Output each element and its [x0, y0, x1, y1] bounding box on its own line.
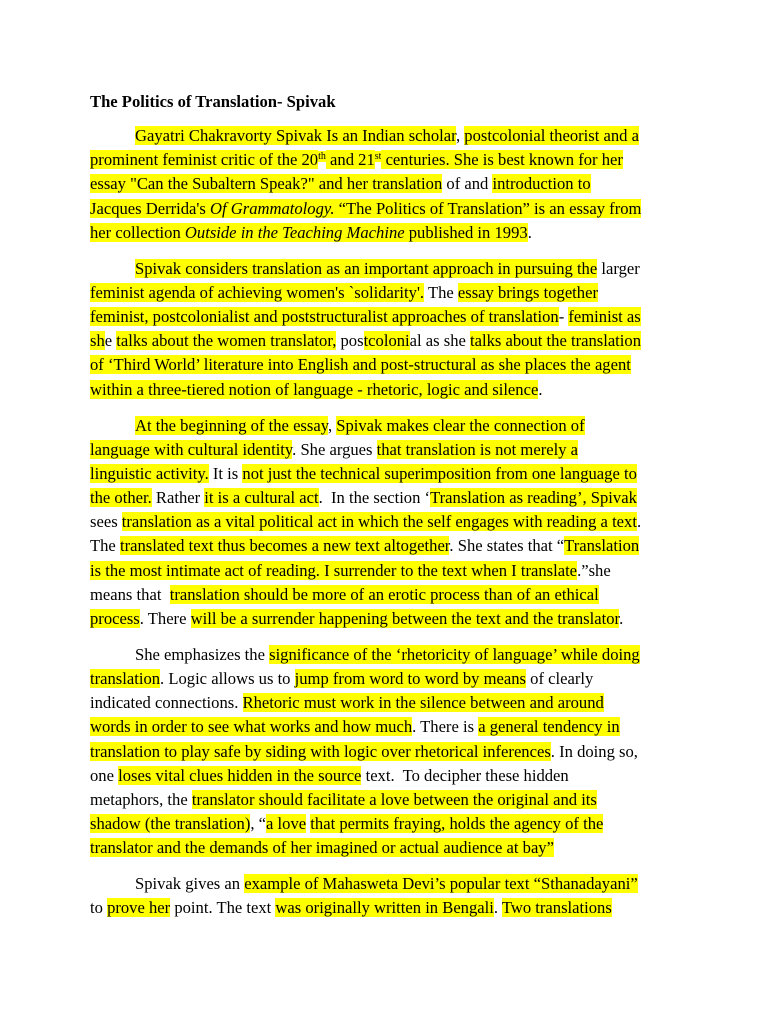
highlighted-text: talks about the translation — [470, 331, 642, 351]
text-run: metaphors, the — [90, 789, 192, 809]
text-line — [90, 329, 680, 353]
text-line — [90, 607, 680, 631]
text-run: Spivak gives an — [135, 874, 245, 894]
text-run: . — [527, 222, 532, 242]
text-line — [90, 438, 680, 462]
text-line — [90, 257, 680, 281]
highlighted-text: will be a surrender happening between the text and the translator — [190, 608, 620, 628]
highlighted-text: is the most intimate act of reading. I surrender to the text when I translate — [90, 560, 578, 580]
text-run: . There is — [412, 717, 479, 737]
highlighted-text: th — [318, 151, 326, 163]
highlighted-text: Jacques Derrida's — [90, 198, 211, 218]
highlighted-text: feminist agenda of achieving women's `solidarity'. — [90, 283, 425, 302]
paragraph — [90, 257, 680, 402]
text-run: . — [493, 898, 502, 918]
highlighted-text: translated text thus becomes a new text altogether — [119, 536, 450, 556]
text-run: , — [327, 415, 337, 435]
highlighted-text: significance of the ‘rhetoricity of language’ while doing — [269, 644, 640, 664]
highlighted-text: the other. — [90, 488, 152, 508]
text-line — [90, 197, 680, 221]
text-run: . In doing so, — [550, 741, 638, 761]
highlighted-text: postcolonial theorist and a — [464, 126, 639, 146]
highlighted-text: sh — [90, 331, 105, 351]
highlighted-text: Gayatri Chakravorty Spivak Is an Indian scholar — [135, 126, 456, 146]
text-line — [90, 812, 680, 836]
text-line — [90, 124, 680, 148]
text-run: e — [104, 331, 117, 351]
text-run: of and — [442, 174, 493, 194]
highlighted-text: was originally written in Bengali — [275, 898, 494, 918]
text-line — [90, 148, 680, 172]
text-run: The — [424, 283, 458, 302]
highlighted-text: within a three-tiered notion of language - rhetoric, logic and silence — [90, 379, 539, 399]
highlighted-text: of ‘Third World’ literature into English and post-structural as she places the agent — [90, 355, 631, 375]
text-run: . She argues — [292, 439, 377, 459]
text-run: . — [636, 512, 642, 532]
text-run: , — [455, 126, 465, 146]
paragraph — [90, 124, 680, 245]
text-line — [90, 353, 680, 377]
highlighted-text: words in order to see what works and how much — [90, 717, 413, 737]
highlighted-text: a love — [266, 813, 307, 833]
highlighted-text: loses vital clues hidden in the source — [118, 765, 362, 785]
highlighted-text: a general tendency in — [478, 717, 620, 737]
paragraph — [90, 414, 680, 631]
highlighted-text: introduction to — [492, 174, 591, 194]
highlighted-text: and 21 — [325, 150, 375, 170]
highlighted-text: her collection — [90, 222, 185, 242]
highlighted-text: tcoloni — [363, 331, 410, 351]
highlighted-text: At the beginning of the essay — [135, 415, 328, 435]
text-run: larger — [597, 258, 640, 278]
highlighted-text: language with cultural identity — [90, 439, 293, 459]
text-run: to — [90, 898, 108, 918]
text-run: . There — [139, 608, 191, 628]
highlighted-text: linguistic activity. — [90, 463, 209, 483]
text-run: point. The text — [170, 898, 276, 918]
text-line — [90, 462, 680, 486]
document-page — [90, 90, 680, 933]
text-run: The — [90, 536, 120, 556]
highlighted-text: Translation — [564, 536, 640, 556]
document-title: The Politics of Translation- Spivak — [90, 92, 336, 111]
highlighted-text: essay "Can the Subaltern Speak?" and her translation — [90, 174, 443, 194]
text-line — [90, 281, 680, 305]
highlighted-text: example of Mahasweta Devi’s popular text “Sthanadayani” — [244, 874, 638, 894]
text-line — [90, 378, 680, 402]
text-run: . She states that “ — [449, 536, 565, 556]
highlighted-text: centuries. She is best known for her — [381, 150, 623, 170]
highlighted-text: prominent feminist critic of the 20 — [90, 150, 319, 170]
text-line — [90, 836, 680, 860]
text-run: of clearly — [526, 669, 594, 689]
text-line — [90, 534, 680, 558]
text-run: pos — [336, 331, 364, 351]
highlighted-text: Of Grammatology. — [210, 198, 335, 218]
text-line — [90, 691, 680, 715]
text-run: . — [619, 608, 624, 628]
highlighted-text: translator should facilitate a love between the original and its — [191, 789, 597, 809]
text-line — [90, 510, 680, 534]
text-run: - — [558, 307, 569, 327]
highlighted-text: it is a cultural act — [204, 488, 319, 508]
text-run: It is — [208, 463, 243, 483]
text-run: She emphasizes the — [135, 644, 270, 664]
paragraph — [90, 872, 680, 920]
text-line — [90, 788, 680, 812]
text-line — [90, 221, 680, 245]
highlighted-text: translation should be more of an erotic process than of an ethical — [169, 584, 599, 604]
highlighted-text: not just the technical superimposition from one language to — [242, 463, 637, 483]
text-run: al as she — [409, 331, 471, 351]
text-run: . Logic allows us to — [160, 669, 295, 689]
highlighted-text: prove her — [107, 898, 171, 918]
highlighted-text: that translation is not merely a — [376, 439, 579, 459]
highlighted-text: translation as a vital political act in which the self engages with reading a text — [121, 512, 637, 532]
text-line — [90, 414, 680, 438]
highlighted-text: essay brings together — [457, 283, 598, 302]
text-run: text. To decipher these hidden — [361, 765, 569, 785]
text-line — [90, 740, 680, 764]
text-run: sees — [90, 512, 122, 532]
highlighted-text: translator and the demands of her imagined or actual audience at bay” — [90, 838, 554, 858]
highlighted-text: feminist as — [568, 307, 641, 327]
highlighted-text: Spivak makes clear the connection of — [336, 415, 585, 435]
text-line — [90, 172, 680, 196]
text-run: Rather — [151, 488, 205, 508]
text-line — [90, 764, 680, 788]
text-line — [90, 583, 680, 607]
highlighted-text: Spivak considers translation as an important approach in pursuing the — [135, 258, 598, 278]
highlighted-text: “The Politics of Translation” is an essay from — [334, 198, 642, 218]
highlighted-text: that permits fraying, holds the agency of the — [310, 813, 604, 833]
text-run: one — [90, 765, 119, 785]
text-line — [90, 559, 680, 583]
highlighted-text: Rhetoric must work in the silence between and around — [242, 693, 604, 713]
text-line — [90, 486, 680, 510]
text-line — [90, 896, 680, 920]
highlighted-text: talks about the women translator, — [116, 331, 337, 351]
highlighted-text: Translation as reading’, Spivak — [430, 488, 637, 508]
text-run: , “ — [250, 813, 267, 833]
highlighted-text: translation to play safe by siding with logic over rhetorical inferences — [90, 741, 551, 761]
highlighted-text: feminist, postcolonialist and poststructuralist approaches of translation — [90, 307, 559, 327]
text-line — [90, 305, 680, 329]
highlighted-text: translation — [90, 669, 161, 689]
highlighted-text: st — [374, 151, 382, 163]
highlighted-text: published in 1993 — [404, 222, 528, 242]
text-line — [90, 643, 680, 667]
highlighted-text: process — [90, 608, 140, 628]
text-line — [90, 715, 680, 739]
text-run: means that — [90, 584, 170, 604]
highlighted-text: jump from word to word by means — [294, 669, 526, 689]
text-run: . In the section ‘ — [318, 488, 431, 508]
highlighted-text: Outside in the Teaching Machine — [184, 222, 405, 242]
highlighted-text: shadow (the translation) — [90, 813, 251, 833]
text-run: .”she — [577, 560, 611, 580]
text-run: indicated connections. — [90, 693, 243, 713]
text-line — [90, 872, 680, 896]
document-body — [90, 124, 680, 920]
paragraph — [90, 643, 680, 860]
text-line — [90, 667, 680, 691]
highlighted-text: Two translations — [501, 898, 612, 918]
text-run: . — [538, 379, 543, 399]
